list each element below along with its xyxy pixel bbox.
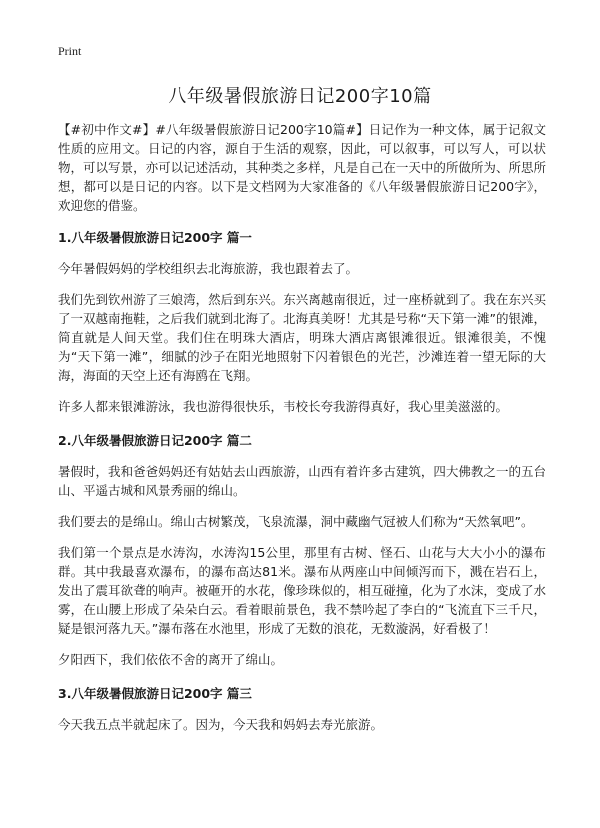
section-heading-2: 2.八年级暑假旅游日记200字 篇二 [58, 433, 252, 448]
section-heading-1: 1.八年级暑假旅游日记200字 篇一 [58, 230, 252, 245]
intro-paragraph: 【#初中作文#】#八年级暑假旅游日记200字10篇#】日记作为一种文体，属于记叙文性质的应用文。日记的内容，源自于生活的观察，因此，可以叙事，可以写人，可以状物，可以写景，亦可以记述活动，其种类之多样，凡是自己在一天中的所做所为、所思所想，都可以是日记的内容。以下是文档网为大家准备的《八年级暑假旅游日记200字》，欢迎您的借鉴。 [58, 122, 546, 213]
section-2-paragraph-2: 我们要去的是绵山。绵山古树繁茂，飞泉流瀑，洞中藏幽气冠被人们称为“天然氧吧”。 [58, 514, 534, 529]
section-2-paragraph-3: 我们第一个景点是水涛沟，水涛沟15公里，那里有古树、怪石、山花与大大小小的瀑布群。其中我最喜欢瀑布，的瀑布高达81米。瀑布从两座山中间倾泻而下，溅在岩石上，发出了震耳欲聋的响声。被砸开的水花，像珍珠似的，相互碰撞，化为了水沫，变成了水雾，在山腰上形成了朵朵白云。看着眼前景色，我不禁吟起了李白的“飞流直下三千尺，疑是银河落九天。”瀑布落在水池里，形成了无数的浪花，无数漩涡，好看极了！ [58, 545, 546, 636]
page-title: 八年级暑假旅游日记200字10篇 [168, 86, 432, 107]
section-heading-3: 3.八年级暑假旅游日记200字 篇三 [58, 686, 252, 701]
section-1-paragraph-3: 许多人都来银滩游泳，我也游得很快乐，韦校长夸我游得真好，我心里美滋滋的。 [58, 399, 509, 414]
section-1-paragraph-1: 今年暑假妈妈的学校组织去北海旅游，我也跟着去了。 [58, 261, 359, 276]
section-3-paragraph-1: 今天我五点半就起床了。因为，今天我和妈妈去寿光旅游。 [58, 717, 384, 732]
section-2-paragraph-1: 暑假时，我和爸爸妈妈还有姑姑去山西旅游，山西有着许多古建筑，四大佛教之一的五台山、平遥古城和风景秀丽的绵山。 [58, 464, 546, 498]
section-1-paragraph-2: 我们先到钦州游了三娘湾，然后到东兴。东兴离越南很近，过一座桥就到了。我在东兴买了一双越南拖鞋，之后我们就到北海了。北海真美呀！尤其是号称“天下第一滩”的银滩，简直就是人间天堂。我们住在明珠大酒店，明珠大酒店离银滩很近。银滩很美，不愧为“天下第一滩”，细腻的沙子在阳光地照射下闪着银色的光芒，沙滩连着一望无际的大海，海面的天空上还有海鸥在飞翔。 [58, 292, 546, 383]
print-link[interactable]: Print [58, 44, 82, 58]
section-2-paragraph-4: 夕阳西下，我们依依不舍的离开了绵山。 [58, 652, 284, 667]
article-body [58, 120, 546, 746]
